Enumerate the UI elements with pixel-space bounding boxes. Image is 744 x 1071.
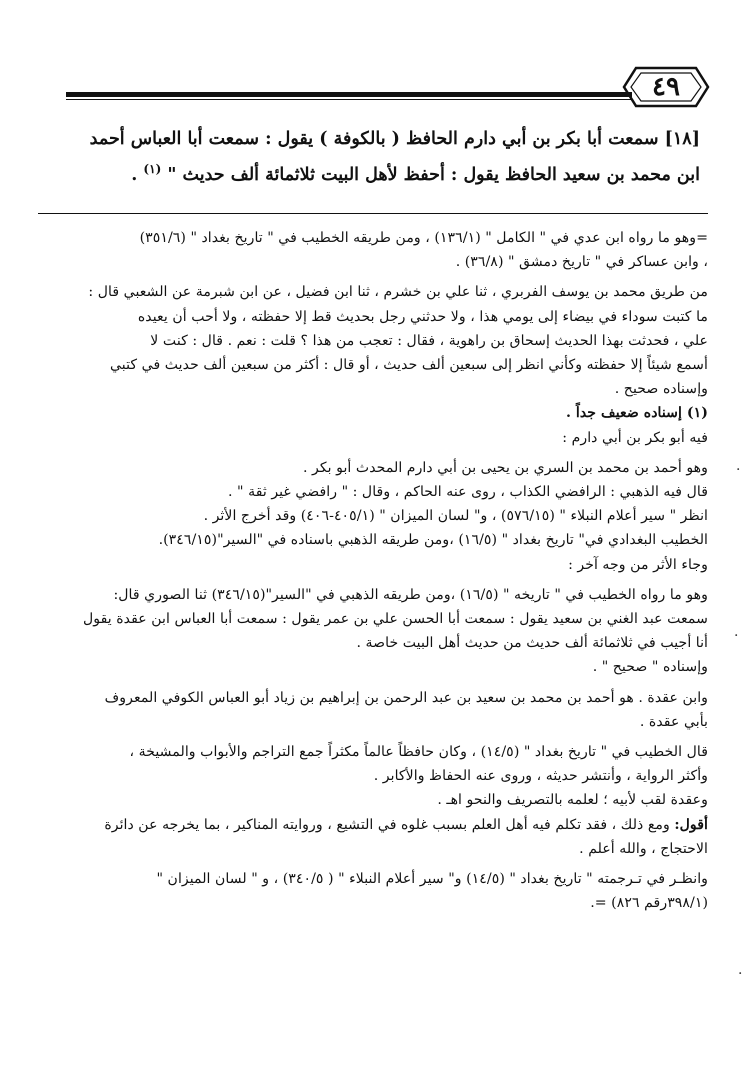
note-line: أنا أجيب في ثلاثمائة ألف حديث من حديث أهل البيت خاصة . xyxy=(356,635,708,652)
note-line: أسمع شيئاً إلا حفظته وكأني انظر إلى سبعين ألف حديث ، أو قال : أكثر من سبعين ألف حديث في كتبي xyxy=(109,357,708,374)
note-line: سمعت عبد الغني بن سعيد يقول : سمعت أبا الحسن علي بن عمر يقول : سمعت أبا العباس ابن عقدة يقول xyxy=(82,611,708,628)
footnote-heading xyxy=(28,401,708,425)
note-line: قال فيه الذهبي : الرافضي الكذاب ، روى عنه الحاكم ، وقال : " رافضي غير ثقة " . xyxy=(228,484,708,501)
note-line: وجاء الأثر من وجه آخر : xyxy=(568,556,708,573)
note-line: وابن عقدة . هو أحمد بن محمد بن سعيد بن عبد الرحمن بن إبراهيم بن زياد أبو العباس الكوفي المعروف xyxy=(104,689,708,706)
note-line: الاحتجاج ، والله أعلم . xyxy=(579,840,708,857)
main-line xyxy=(34,154,700,190)
note-line: ما كتبت سوداء في بيضاء إلى يومي هذا ، ولا حدثني رجل بحديث قط إلا حفظته ، ولا أحب أن يعيده xyxy=(137,308,708,325)
main-line-end: . xyxy=(131,164,138,185)
header-rule xyxy=(66,92,632,97)
note-line: انظر " سير أعلام النبلاء " (٥٧٦/١٥) ، و" لسان الميزان " (٤٠٥/١-٤٠٦) وقد أخرج الأثر . xyxy=(203,508,708,525)
note-line: من طريق محمد بن يوسف الفربري ، ثنا علي بن خشرم ، ثنا ابن فضيل ، عن ابن شبرمة عن الشعبي قال : xyxy=(88,284,708,301)
main-line-text: ابن محمد بن سعيد الحافظ يقول : أحفظ لأهل البيت ثلاثمائة ألف حديث " xyxy=(167,164,700,185)
note-line: =وهو ما رواه ابن عدي في " الكامل " (١٣٦/١) ، ومن طريقه الخطيب في " تاريخ بغداد " (٣٥١/٦) xyxy=(139,230,708,246)
margin-mark-icon: · xyxy=(736,462,741,478)
footnotes xyxy=(28,226,708,915)
main-line: [١٨] سمعت أبا بكر بن أبي دارم الحافظ ( بالكوفة ) يقول : سمعت أبا العباس أحمد xyxy=(89,129,700,149)
note-line: وأكثر الرواية ، وأنتشر حديثه ، وروى عنه الحفاظ والأكابر . xyxy=(373,768,708,785)
note-line: وانظـر في تـرجمته " تاريخ بغداد " (١٤/٥) و" سير أعلام النبلاء " ( ٣٤٠/٥) ، و " لسان الميزان " xyxy=(156,871,708,888)
margin-mark-icon: · xyxy=(738,966,743,982)
footnote-divider xyxy=(38,213,708,214)
note-line: وعقدة لقب لأبيه ؛ لعلمه بالتصريف والنحو اهـ . xyxy=(437,792,708,809)
header-rule-thin xyxy=(66,99,632,100)
note-line: فيه أبو بكر بن أبي دارم : xyxy=(562,429,708,446)
note-line: وهو أحمد بن محمد بن السري بن يحيى بن أبي دارم المحدث أبو بكر . xyxy=(302,459,708,476)
note-line: وإسناده صحيح . xyxy=(614,381,708,398)
note-line-text: ومع ذلك ، فقد تكلم فيه أهل العلم بسبب غلوه في التشيع ، وروايته المناكير ، بما يخرجه عن دائرة xyxy=(104,816,675,833)
margin-mark-icon: · xyxy=(734,628,739,644)
note-line: قال الخطيب في " تاريخ بغداد " (١٤/٥) ، وكان حافظاً عالماً مكثراً جمع التراجم والأبواب والمشيخة ، xyxy=(129,744,708,761)
note-line: علي ، فحدثت بهذا الحديث إسحاق بن راهوية ، فقال : تعجب من هذا ؟ قلت : نعم . قال : كنت لا xyxy=(150,332,708,349)
main-text xyxy=(34,124,700,190)
note-line: ، وابن عساكر في " تاريخ دمشق " (٣٦/٨) . xyxy=(455,254,708,271)
note-line: بأبي عقدة . xyxy=(639,713,708,730)
note-line xyxy=(28,813,708,837)
note-line: وهو ما رواه الخطيب في " تاريخه " (١٦/٥) ،ومن طريقه الذهبي في "السير"(٣٤٦/١٥) ثنا الصوري قال: xyxy=(113,586,708,603)
note-line: وإسناده " صحيح " . xyxy=(592,659,708,676)
page-number: ٤٩ xyxy=(652,72,680,102)
footnote-reference: (١) xyxy=(143,162,162,176)
note-line: (٣٩٨/١رقم ٨٢٦) =. xyxy=(590,895,708,912)
note-emphasis: أقول: xyxy=(674,816,708,833)
note-line: الخطيب البغدادي في" تاريخ بغداد " (١٦/٥) ،ومن طريقه الذهبي باسناده في "السير"(٣٤٦/١٥). xyxy=(158,532,708,549)
footnote-heading-text: (١) إسناده ضعيف جداً . xyxy=(566,405,708,422)
